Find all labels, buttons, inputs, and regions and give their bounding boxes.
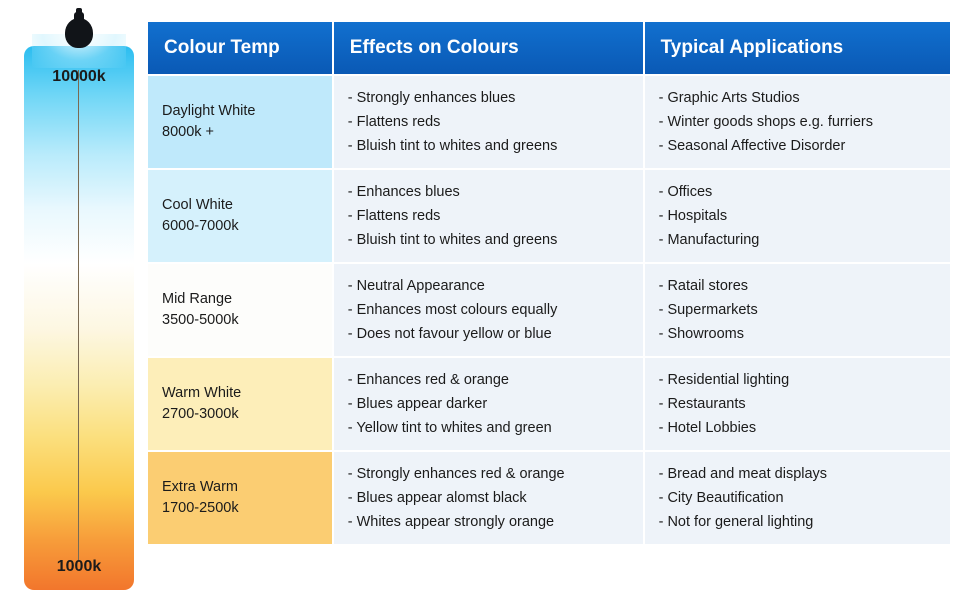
effect-item: - Enhances blues [347, 184, 460, 200]
temperature-gradient-bar [24, 46, 134, 590]
effect-item: - Whites appear strongly orange [347, 514, 555, 530]
application-item: - Hospitals [658, 208, 728, 224]
cell-colour-temp [148, 170, 332, 262]
application-item: - Offices [658, 184, 713, 200]
cell-effects [334, 170, 643, 262]
table-row [148, 264, 950, 356]
application-item: - Hotel Lobbies [658, 420, 757, 436]
effect-item: - Neutral Appearance [347, 278, 485, 294]
temp-range: 3500-5000k [162, 312, 239, 328]
cell-effects [334, 264, 643, 356]
colour-temperature-scale [24, 8, 134, 590]
cell-colour-temp [148, 358, 332, 450]
effect-item: - Bluish tint to whites and greens [347, 232, 558, 248]
light-bulb-icon [65, 12, 93, 52]
table-row [148, 452, 950, 544]
application-item: - Graphic Arts Studios [658, 90, 800, 106]
effect-item: - Flattens reds [347, 208, 441, 224]
effect-item: - Strongly enhances blues [347, 90, 516, 106]
temp-range: 1700-2500k [162, 500, 239, 516]
effect-item: - Bluish tint to whites and greens [347, 138, 558, 154]
effect-item: - Flattens reds [347, 114, 441, 130]
effect-item: - Enhances most colours equally [347, 302, 558, 318]
table-header-row [148, 22, 950, 74]
effect-item: - Does not favour yellow or blue [347, 326, 552, 342]
application-item: - Showrooms [658, 326, 745, 342]
application-item: - Ratail stores [658, 278, 749, 294]
cell-effects [334, 358, 643, 450]
application-item: - Not for general lighting [658, 514, 814, 530]
cell-applications [645, 264, 950, 356]
temp-range: 6000-7000k [162, 218, 239, 234]
effect-item: - Strongly enhances red & orange [347, 466, 565, 482]
scale-top-label: 10000k [52, 68, 106, 85]
cell-effects [334, 76, 643, 168]
effect-item: - Blues appear darker [347, 396, 488, 412]
table-header [148, 22, 950, 74]
header-effects: Effects on Colours [334, 22, 643, 74]
header-applications: Typical Applications [645, 22, 950, 74]
scale-bottom-label: 1000k [56, 558, 102, 575]
effect-item: - Enhances red & orange [347, 372, 509, 388]
cell-applications [645, 452, 950, 544]
temp-name: Daylight White [162, 103, 256, 119]
table-row [148, 358, 950, 450]
scale-axis-line [78, 70, 79, 560]
header-colour-temp: Colour Temp [148, 22, 332, 74]
cell-effects [334, 452, 643, 544]
temp-name: Mid Range [162, 291, 233, 307]
table-body [148, 76, 950, 544]
application-item: - Residential lighting [658, 372, 790, 388]
application-item: - Supermarkets [658, 302, 758, 318]
colour-temp-table [146, 20, 952, 546]
temp-range: 2700-3000k [162, 406, 239, 422]
cell-applications [645, 170, 950, 262]
table-row [148, 76, 950, 168]
application-item: - Restaurants [658, 396, 746, 412]
application-item: - City Beautification [658, 490, 784, 506]
cell-applications [645, 76, 950, 168]
cell-colour-temp [148, 76, 332, 168]
temp-name: Extra Warm [162, 479, 238, 495]
cell-applications [645, 358, 950, 450]
cell-colour-temp [148, 452, 332, 544]
effect-item: - Blues appear alomst black [347, 490, 527, 506]
cell-colour-temp [148, 264, 332, 356]
effect-item: - Yellow tint to whites and green [347, 420, 552, 436]
application-item: - Winter goods shops e.g. furriers [658, 114, 873, 130]
application-item: - Seasonal Affective Disorder [658, 138, 846, 154]
table-row [148, 170, 950, 262]
temp-name: Cool White [162, 197, 233, 213]
application-item: - Bread and meat displays [658, 466, 828, 482]
application-item: - Manufacturing [658, 232, 760, 248]
temp-name: Warm White [162, 385, 242, 401]
temp-range: 8000k + [162, 124, 215, 140]
